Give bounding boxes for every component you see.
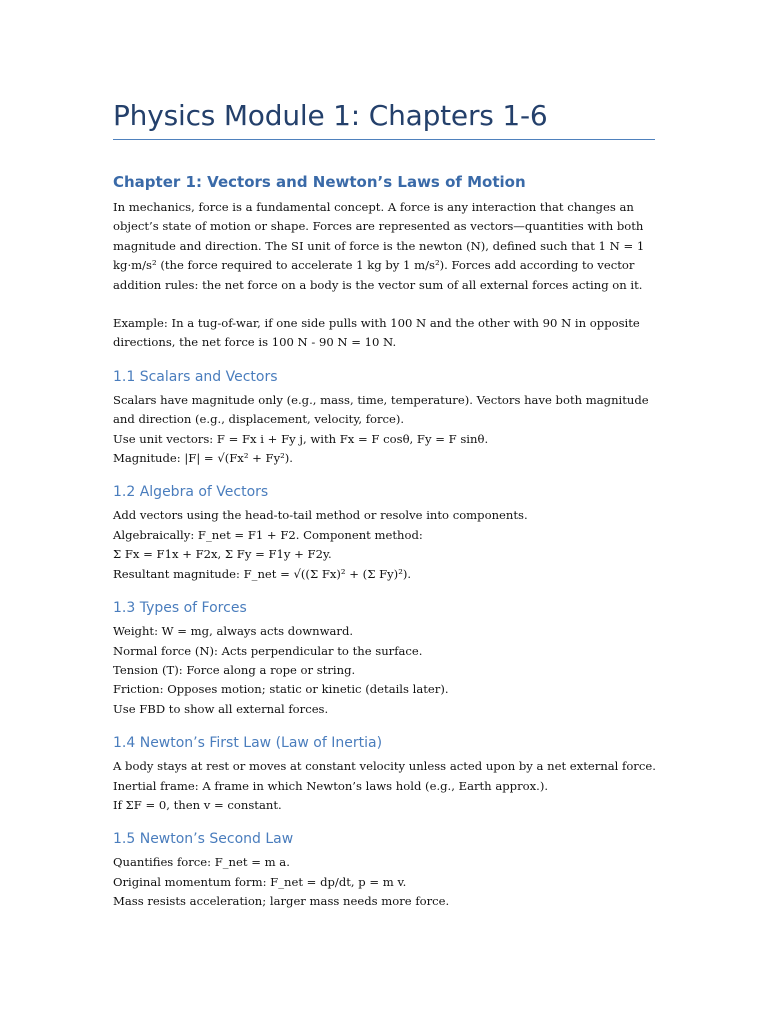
section-1-2-heading: 1.2 Algebra of Vectors bbox=[113, 484, 269, 501]
section-line: Tension (T): Force along a rope or string. bbox=[113, 662, 356, 677]
section-line: Original momentum form: F_net = dp/dt, p = m v. bbox=[113, 874, 407, 889]
section-1-3 bbox=[113, 598, 658, 719]
section-1-4-heading: 1.4 Newton’s First Law (Law of Inertia) bbox=[113, 735, 383, 752]
title-divider bbox=[113, 139, 655, 140]
document-title: Physics Module 1: Chapters 1-6 bbox=[113, 99, 548, 132]
section-line: Magnitude: |F| = √(Fx² + Fy²). bbox=[113, 451, 293, 466]
section-line: Friction: Opposes motion; static or kinetic (details later). bbox=[113, 682, 449, 697]
section-1-5-heading: 1.5 Newton’s Second Law bbox=[113, 831, 294, 848]
section-line: Weight: W = mg, always acts downward. bbox=[113, 624, 354, 639]
section-line: Σ Fx = F1x + F2x, Σ Fy = F1y + F2y. bbox=[113, 547, 332, 562]
section-1-4 bbox=[113, 733, 658, 815]
section-line: Scalars have magnitude only (e.g., mass, time, temperature). Vectors have both magnitude bbox=[113, 392, 649, 407]
section-line: and direction (e.g., displacement, velocity, force). bbox=[113, 412, 405, 427]
section-line: Mass resists acceleration; larger mass needs more force. bbox=[113, 894, 450, 909]
section-1-1 bbox=[113, 367, 658, 469]
section-line: Normal force (N): Acts perpendicular to the surface. bbox=[113, 643, 423, 658]
chapter-1-intro-paragraph: In mechanics, force is a fundamental concept. A force is any interaction that changes an object’s state of motion or shape. Forces are represented as vectors—quantities with both magnitude and direction. The SI unit of force is the newton (N), defined such that 1 N = 1 kg·m/s² (the force required to accelerate 1 kg by 1 m/s²). Forces add according to vector addition rules: the net force on a body is the vector sum of all external forces acting on it. bbox=[113, 200, 645, 292]
chapter-1-example-paragraph: Example: In a tug-of-war, if one side pulls with 100 N and the other with 90 N in opposite directions, the net force is 100 N - 90 N = 10 N. bbox=[113, 316, 640, 350]
document-page bbox=[113, 96, 658, 912]
section-1-1-heading: 1.1 Scalars and Vectors bbox=[113, 368, 278, 385]
section-1-3-heading: 1.3 Types of Forces bbox=[113, 600, 247, 617]
section-1-5 bbox=[113, 829, 658, 911]
section-line: Resultant magnitude: F_net = √((Σ Fx)² + (Σ Fy)²). bbox=[113, 566, 412, 581]
section-line: Use FBD to show all external forces. bbox=[113, 701, 329, 716]
section-line: Add vectors using the head-to-tail method or resolve into components. bbox=[113, 508, 528, 523]
chapter-1-heading: Chapter 1: Vectors and Newton’s Laws of Motion bbox=[113, 173, 526, 191]
section-1-2 bbox=[113, 482, 658, 584]
section-line: Inertial frame: A frame in which Newton’s laws hold (e.g., Earth approx.). bbox=[113, 778, 549, 793]
section-line: Quantifies force: F_net = m a. bbox=[113, 855, 290, 870]
section-line: Use unit vectors: F = Fx i + Fy j, with Fx = F cosθ, Fy = F sinθ. bbox=[113, 431, 489, 446]
section-line: If ΣF = 0, then v = constant. bbox=[113, 797, 282, 812]
section-line: Algebraically: F_net = F1 + F2. Component method: bbox=[113, 527, 423, 542]
section-line: A body stays at rest or moves at constant velocity unless acted upon by a net external force. bbox=[113, 759, 656, 774]
